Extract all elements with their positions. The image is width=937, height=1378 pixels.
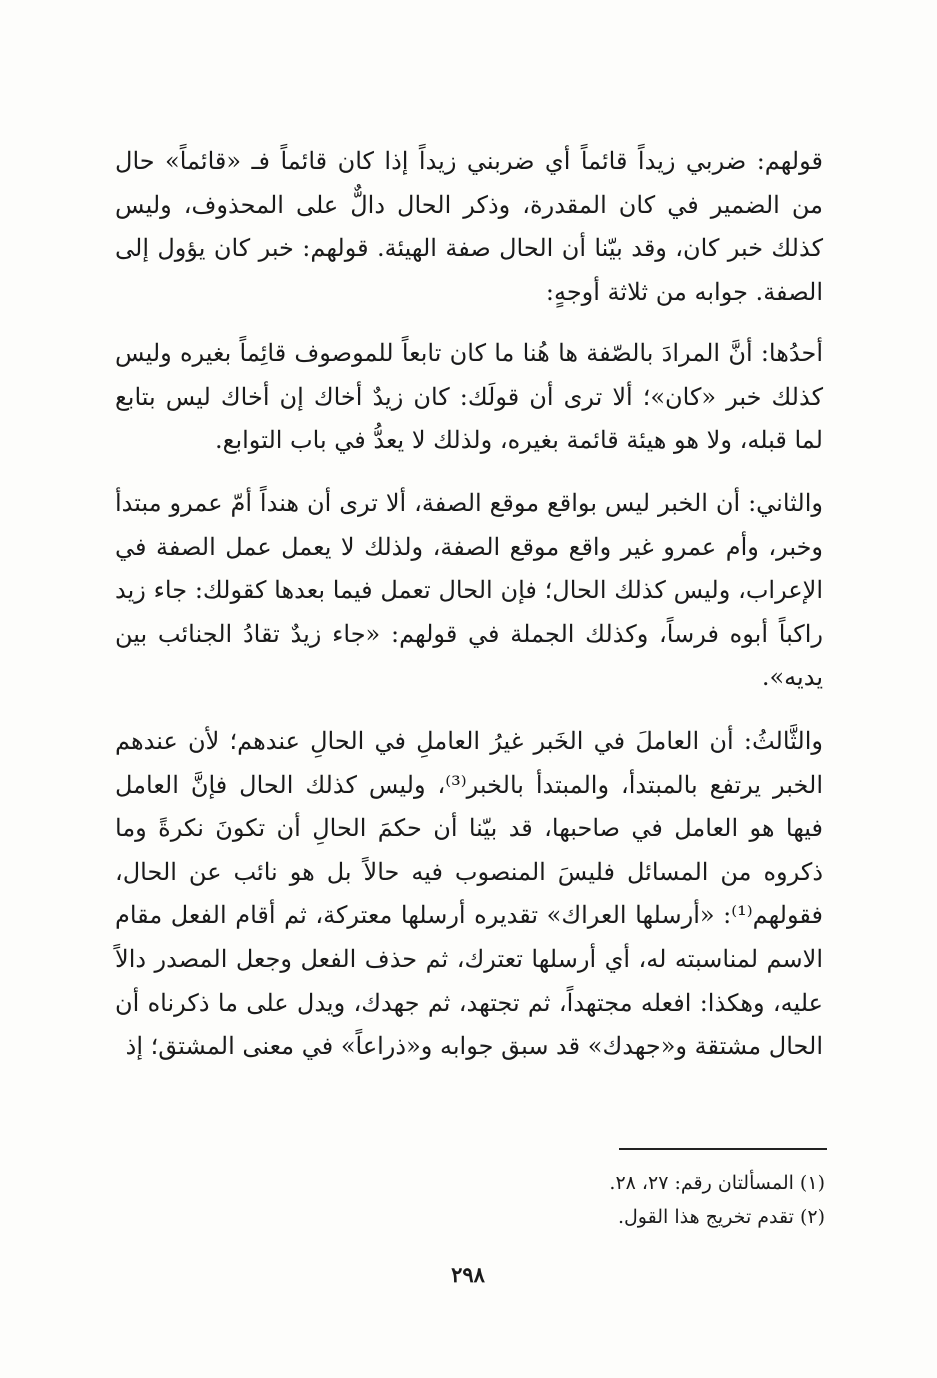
page-number: ٢٩٨ [451, 1262, 485, 1287]
footnote-1: (١) المسألتان رقم: ٢٧، ٢٨. [609, 1172, 825, 1194]
paragraph-4: والثَّالثُ: أن العاملَ في الخَبر غيرُ العاملِ في الحالِ عندهم؛ لأن عندهم الخبر يرتفع بالمبتدأ، والمبتدأ بالخبر⁽³⁾، وليس كذلك الحال فإنَّ العامل فيها هو العامل في صاحبها، قد بيّنا أن حكمَ الحالِ أن تكونَ نكرةً وما ذكروه من المسائل فليسَ المنصوب فيه حالاً بل هو نائب عن الحال، فقولهم⁽¹⁾: «أرسلها العراك» تقديره أرسلها معتركة، ثم أقام الفعل مقام الاسم لمناسبته له، أي أرسلها تعترك، ثم حذف الفعل وجعل المصدر دالاً عليه، وهكذا: افعله مجتهداً، ثم تجتهد، ثم جهدك، ويدل على ما ذكرناه أن الحال مشتقة و«جهدك» قد سبق جوابه و«ذراعاً» في معنى المشتق؛ إذ [115, 727, 824, 1061]
footnote-2: (٢) تقدم تخريج هذا القول. [617, 1206, 825, 1228]
footnote-divider [619, 1148, 827, 1150]
paragraph-3: والثاني: أن الخبر ليس بواقع موقع الصفة، ألا ترى أن هنداً أمّ عمرو مبتدأ وخبر، وأم عمرو غير واقع موقع الصفة، ولذلك لا يعمل عمل الصفة في الإعراب، وليس كذلك الحال؛ فإن الحال تعمل فيما بعدها كقولك: جاء زيد راكباً أبوه فرساً، وكذلك الجملة في قولهم: «جاء زيدٌ تقادُ الجنائب بين يديه». [115, 489, 823, 692]
paragraph-1: قولهم: ضربي زيداً قائماً أي ضربني زيداً إذا كان قائماً فـ «قائماً» حال من الضمير في كان المقدرة، وذكر الحال دالٌّ على المحذوف، وليس كذلك خبر كان، وقد بيّنا أن الحال صفة الهيئة. قولهم: خبر كان يؤول إلى الصفة. جوابه من ثلاثة أوجهٍ: [115, 147, 823, 306]
paragraph-2: أحدُها: أنَّ المرادَ بالصّفة ها هُنا ما كان تابعاً للموصوف قائِماً بغيره وليس كذلك خبر «كان»؛ ألا ترى أن قولَك: كان زيدٌ أخاك إن أخاك ليس بتابع لما قبله، ولا هو هيئة قائمة بغيره، ولذلك لا يعدُّ في باب التوابع. [115, 339, 823, 455]
footnotes [400, 1166, 825, 1234]
